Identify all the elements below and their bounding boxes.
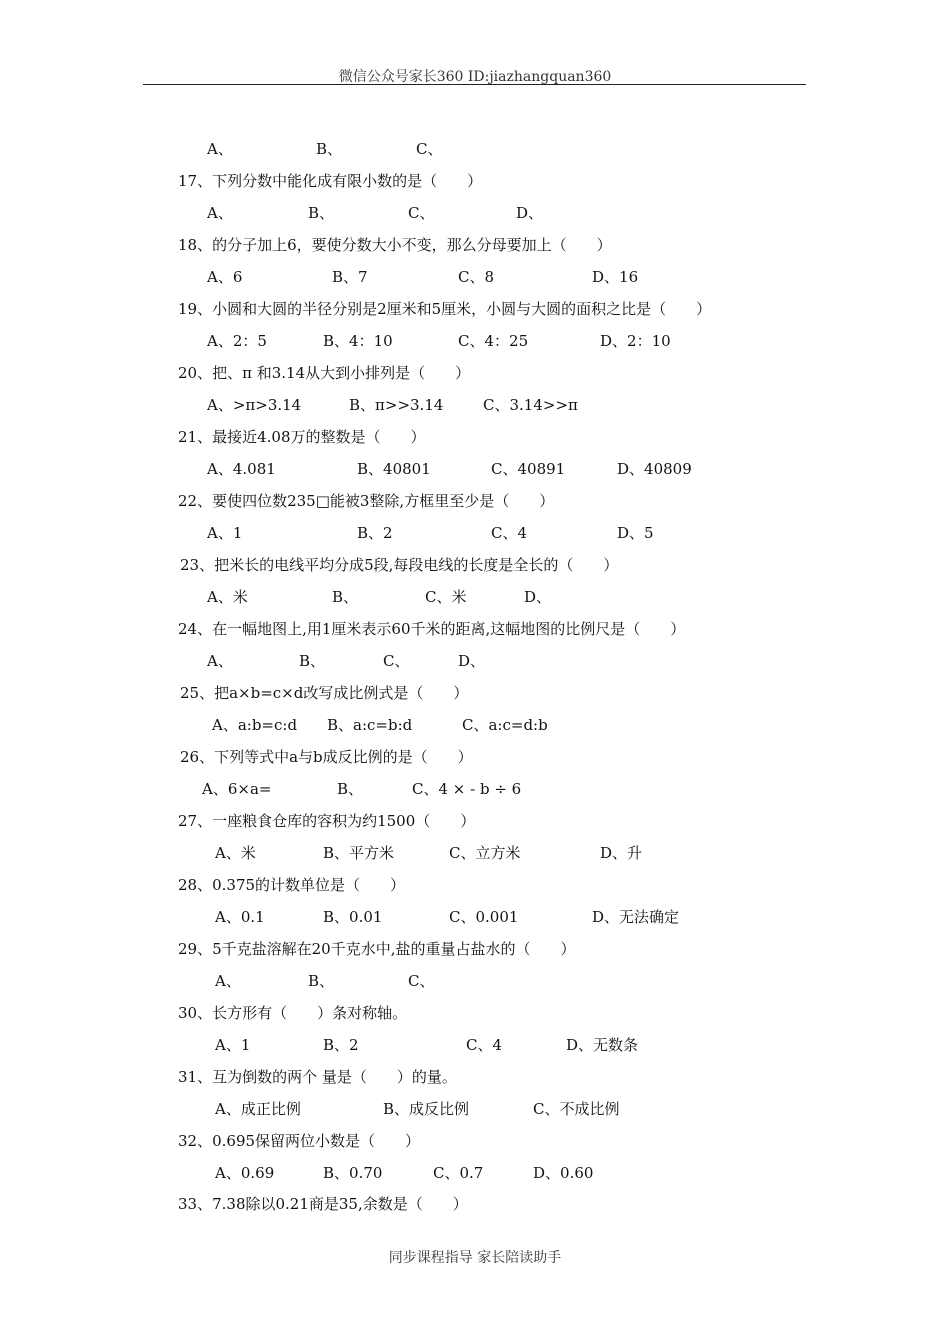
answer-option: A、4.081: [207, 460, 276, 478]
answer-option: C、8: [458, 268, 495, 286]
question-text: 30、长方形有（ ）条对称轴。: [178, 1004, 408, 1022]
answer-option: B、a:c=b:d: [327, 716, 413, 734]
header-rule: [143, 84, 806, 85]
answer-option: B、0.70: [323, 1164, 383, 1182]
question-text: 21、最接近4.08万的整数是（ ）: [178, 428, 426, 446]
answer-option: B、4：10: [323, 332, 393, 350]
answer-option: A、>π>3.14: [207, 396, 302, 414]
answer-option: B、: [299, 652, 326, 670]
answer-option: A、米: [207, 588, 248, 606]
answer-option: A、1: [215, 1036, 251, 1054]
question-text: 19、小圆和大圆的半径分别是2厘米和5厘米，小圆与大圆的面积之比是（ ）: [178, 300, 712, 318]
question-text: 32、0.695保留两位小数是（ ）: [178, 1132, 421, 1150]
answer-option: A、米: [215, 844, 256, 862]
answer-option: A、成正比例: [215, 1100, 301, 1118]
answer-option: B、平方米: [323, 844, 395, 862]
question-text: 24、在一幅地图上,用1厘米表示60千米的距离,这幅地图的比例尺是（ ）: [178, 620, 686, 638]
answer-option: D、40809: [617, 460, 692, 478]
page-footer: 同步课程指导 家长陪读助手: [388, 1250, 562, 1266]
answer-option: B、2: [323, 1036, 359, 1054]
answer-option: D、升: [600, 844, 643, 862]
question-text: 22、要使四位数235□能被3整除,方框里至少是（ ）: [178, 492, 555, 510]
answer-option: A、6: [207, 268, 243, 286]
answer-option: B、2: [357, 524, 393, 542]
answer-option: C、3.14>>π: [483, 396, 578, 414]
question-text: 25、把a×b=c×d改写成比例式是（ ）: [180, 684, 469, 702]
answer-option: D、: [524, 588, 552, 606]
answer-option: C、: [408, 972, 435, 990]
answer-option: C、米: [425, 588, 467, 606]
answer-option: A、0.1: [215, 908, 265, 926]
answer-option: C、4: [466, 1036, 503, 1054]
answer-option: D、16: [592, 268, 639, 286]
answer-option: D、: [458, 652, 486, 670]
answer-option: A、: [207, 140, 233, 158]
answer-option: C、: [383, 652, 410, 670]
answer-option: D、0.60: [533, 1164, 594, 1182]
answer-option: A、2：5: [207, 332, 267, 350]
answer-option: C、0.001: [449, 908, 519, 926]
answer-option: B、: [308, 972, 335, 990]
answer-option: C、4：25: [458, 332, 529, 350]
answer-option: B、成反比例: [383, 1100, 470, 1118]
answer-option: D、: [516, 204, 544, 222]
answer-option: C、立方米: [449, 844, 521, 862]
answer-option: B、0.01: [323, 908, 383, 926]
answer-option: C、40891: [491, 460, 566, 478]
answer-option: A、1: [207, 524, 243, 542]
answer-option: C、0.7: [433, 1164, 484, 1182]
answer-option: A、0.69: [215, 1164, 275, 1182]
question-text: 17、下列分数中能化成有限小数的是（ ）: [178, 172, 483, 190]
answer-option: A、: [215, 972, 241, 990]
answer-option: A、: [207, 652, 233, 670]
answer-option: D、2：10: [600, 332, 671, 350]
answer-option: D、无法确定: [592, 908, 680, 926]
answer-option: C、不成比例: [533, 1100, 620, 1118]
question-text: 26、下列等式中a与b成反比例的是（ ）: [180, 748, 473, 766]
answer-option: B、40801: [357, 460, 431, 478]
answer-option: A、6×a=: [202, 780, 272, 798]
answer-option: D、5: [617, 524, 654, 542]
answer-option: B、: [316, 140, 343, 158]
answer-option: C、: [408, 204, 435, 222]
question-text: 23、把米长的电线平均分成5段,每段电线的长度是全长的（ ）: [180, 556, 619, 574]
question-text: 18、的分子加上6，要使分数大小不变，那么分母要加上（ ）: [178, 236, 612, 254]
question-text: 20、把、π 和3.14从大到小排列是（ ）: [178, 364, 471, 382]
question-text: 33、7.38除以0.21商是35,余数是（ ）: [178, 1195, 468, 1213]
answer-option: C、4 × - b ÷ 6: [412, 780, 522, 798]
answer-option: C、: [416, 140, 443, 158]
question-text: 29、5千克盐溶解在20千克水中,盐的重量占盐水的（ ）: [178, 940, 576, 958]
answer-option: B、: [332, 588, 359, 606]
answer-option: C、a:c=d:b: [462, 716, 548, 734]
answer-option: B、π>>3.14: [349, 396, 444, 414]
answer-option: B、7: [332, 268, 368, 286]
answer-option: A、: [207, 204, 233, 222]
question-text: 27、一座粮食仓库的容积为约1500（ ）: [178, 812, 476, 830]
answer-option: A、a:b=c:d: [212, 716, 298, 734]
answer-option: B、: [308, 204, 335, 222]
question-text: 31、互为倒数的两个 量是（ ）的量。: [178, 1068, 457, 1086]
answer-option: B、: [337, 780, 364, 798]
question-text: 28、0.375的计数单位是（ ）: [178, 876, 406, 894]
answer-option: C、4: [491, 524, 528, 542]
answer-option: D、无数条: [566, 1036, 639, 1054]
page-header: 微信公众号家长360 ID:jiazhangquan360: [338, 69, 612, 85]
